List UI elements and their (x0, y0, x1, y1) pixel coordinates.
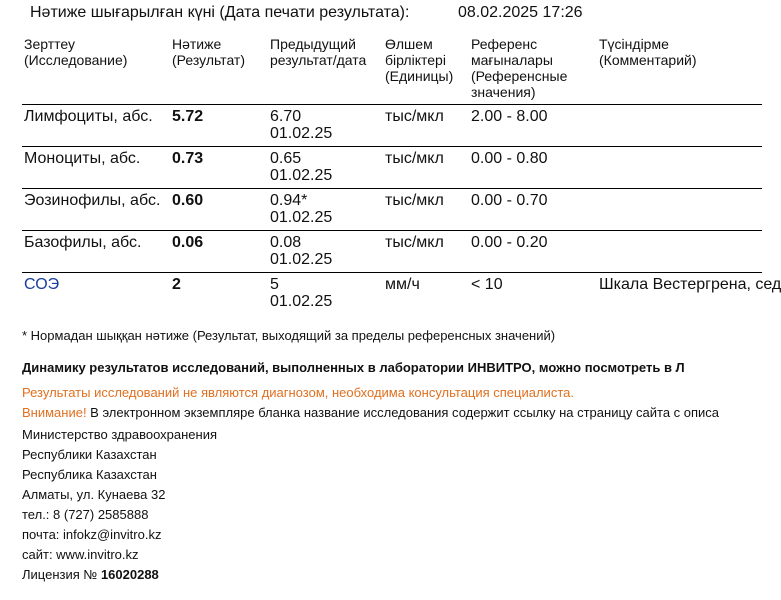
result-value: 0.06 (170, 231, 268, 273)
attention-label: Внимание! (22, 405, 87, 420)
column-header-units: Өлшем бірліктері (Единицы) (383, 36, 469, 105)
study-name: Моноциты, абс. (22, 147, 170, 189)
print-date-label: Нәтиже шығарылған күні (Дата печати результата): (30, 4, 410, 21)
previous-result: 5 01.02.25 (270, 276, 333, 310)
print-date-value: 08.02.2025 17:26 (458, 4, 583, 21)
units: тыс/мкл (383, 231, 469, 273)
units: тыс/мкл (383, 147, 469, 189)
comment: Шкала Вестергрена, сед (599, 276, 781, 293)
previous-result: 0.65 01.02.25 (268, 147, 383, 189)
license-label: Лицензия № (22, 567, 101, 582)
previous-result: 6.70 01.02.25 (268, 105, 383, 147)
table-row (22, 231, 762, 273)
ministry-line-2: Республики Казахстан (22, 447, 157, 462)
study-link[interactable]: СОЭ (24, 276, 60, 293)
column-header-previous: Предыдущий результат/дата (268, 36, 383, 105)
units: тыс/мкл (383, 189, 469, 231)
reference-range: 0.00 - 0.70 (469, 189, 597, 231)
previous-result: 0.94* 01.02.25 (268, 189, 383, 231)
result-value: 0.60 (170, 189, 268, 231)
comment (597, 189, 762, 231)
result-value: 0.73 (170, 147, 268, 189)
column-header-comment: Түсіндірме (Комментарий) (597, 36, 762, 105)
column-header-reference: Референс мағыналары (Референсные значения) (469, 36, 597, 105)
reference-range: 0.00 - 0.80 (469, 147, 597, 189)
country: Республика Казахстан (22, 467, 157, 482)
study-name-link[interactable] (22, 273, 170, 315)
comment (597, 105, 762, 147)
footnote: * Нормадан шыққан нәтиже (Результат, выходящий за пределы референсных значений) (22, 328, 556, 343)
reference-range: 2.00 - 8.00 (469, 105, 597, 147)
study-name: Базофилы, абс. (22, 231, 170, 273)
table-row (22, 189, 762, 231)
comment (597, 231, 762, 273)
column-header-study: Зерттеу (Исследование) (22, 36, 170, 105)
table-row (22, 147, 762, 189)
study-name: Эозинофилы, абс. (22, 189, 170, 231)
table-row (22, 273, 762, 315)
result-value: 5.72 (170, 105, 268, 147)
units: тыс/мкл (383, 105, 469, 147)
results-table (22, 36, 781, 314)
ministry-line-1: Министерство здравоохранения (22, 427, 217, 442)
print-date (30, 4, 583, 22)
phone: тел.: 8 (727) 2585888 (22, 507, 149, 522)
previous-result: 0.08 01.02.25 (268, 231, 383, 273)
result-value: 2 (172, 276, 181, 293)
disclaimer: Результаты исследований не являются диагнозом, необходима консультация специалиста. (22, 385, 574, 400)
reference-range: 0.00 - 0.20 (469, 231, 597, 273)
website: сайт: www.invitro.kz (22, 547, 139, 562)
address: Алматы, ул. Кунаева 32 (22, 487, 166, 502)
reference-range: < 10 (471, 276, 503, 293)
attention-note (22, 405, 719, 420)
attention-text: В электронном экземпляре бланка название исследования содержит ссылку на страницу сайта с описа (86, 405, 720, 420)
units: мм/ч (385, 276, 420, 293)
license-number: 16020288 (100, 567, 159, 582)
column-header-result: Нәтиже (Результат) (170, 36, 268, 105)
email: почта: infokz@invitro.kz (22, 527, 162, 542)
table-row (22, 105, 762, 147)
dynamics-note: Динамику результатов исследований, выполненных в лаборатории ИНВИТРО, можно посмотреть в Л (22, 360, 685, 375)
comment (597, 147, 762, 189)
study-name: Лимфоциты, абс. (22, 105, 170, 147)
license (22, 565, 217, 585)
contacts-block (22, 425, 217, 585)
table-header-row (22, 36, 762, 105)
